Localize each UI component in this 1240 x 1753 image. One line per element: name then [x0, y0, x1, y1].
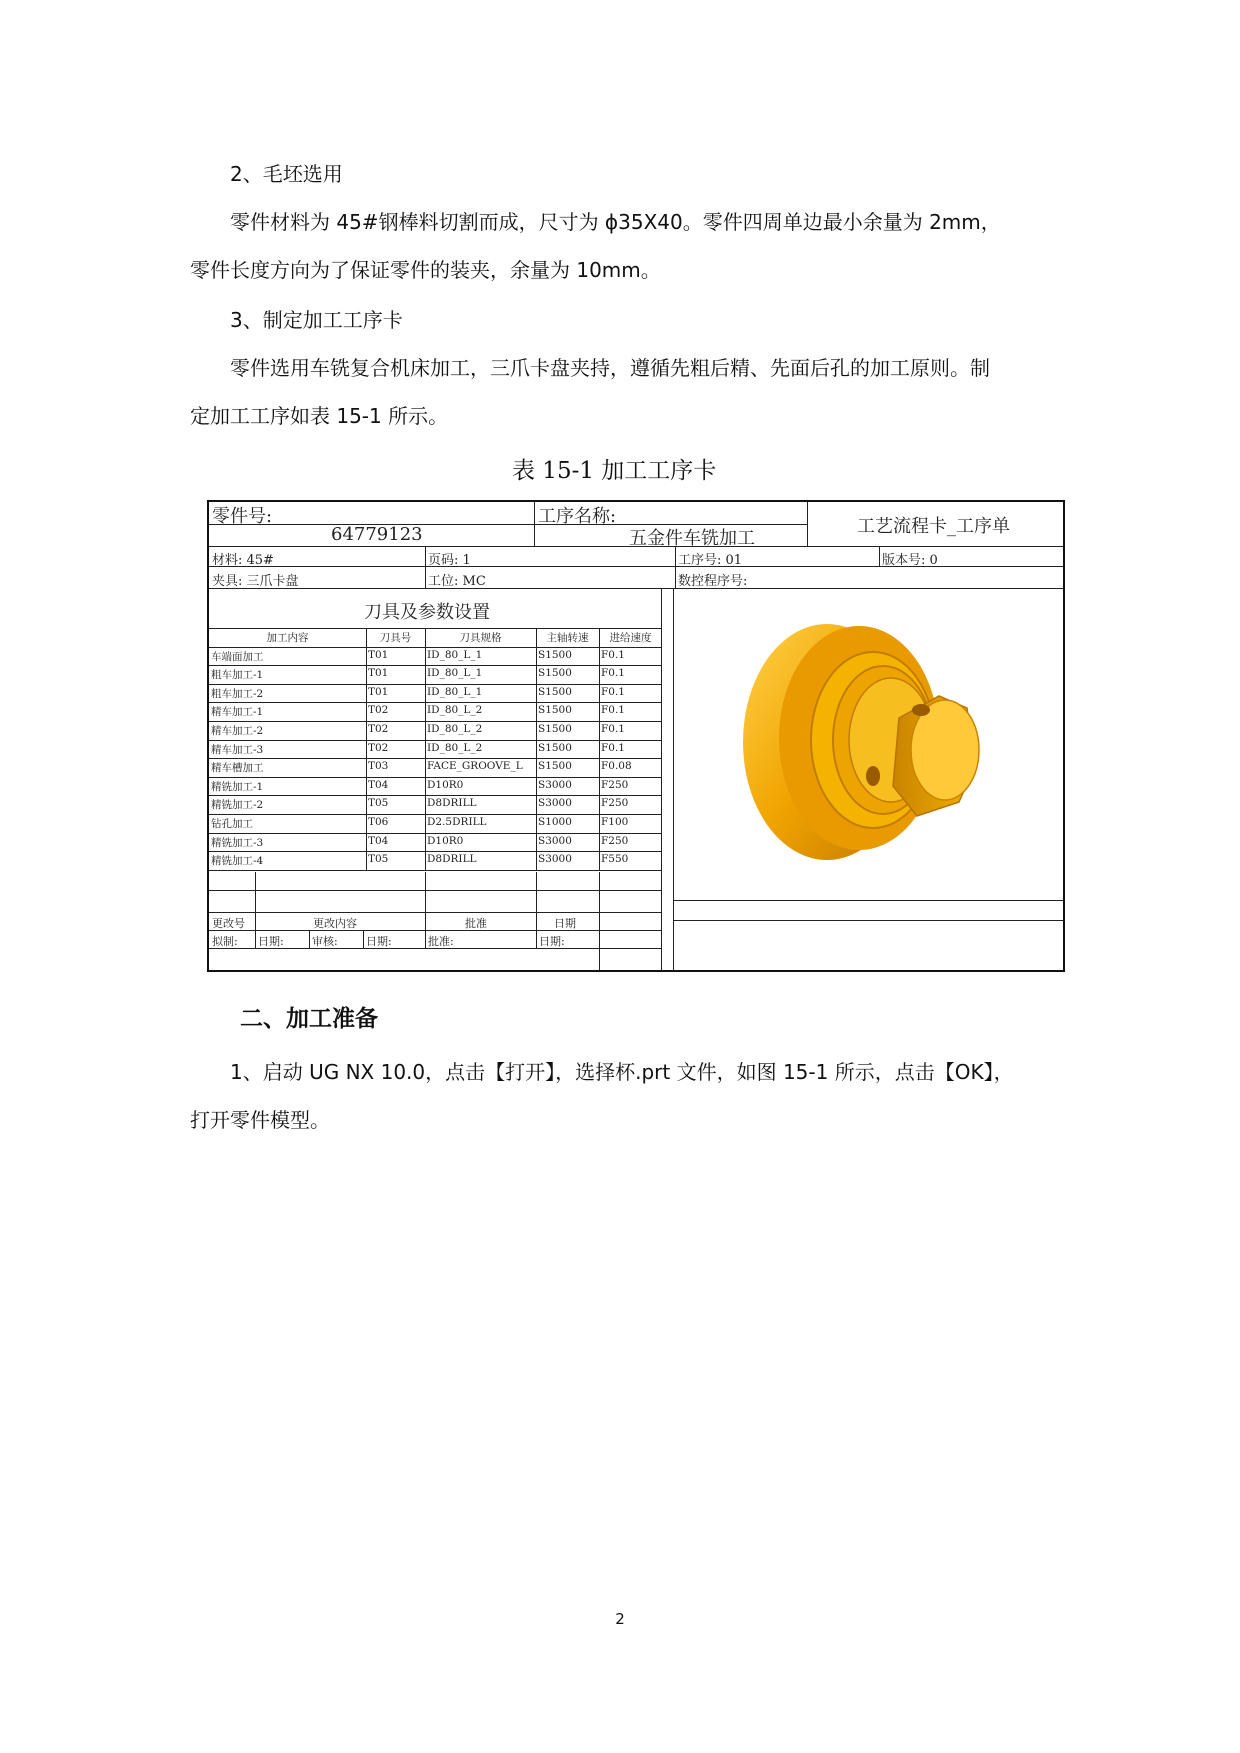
grid-line	[209, 890, 661, 891]
grid-line	[255, 872, 256, 948]
op-name-value: 五金件车铣加工	[629, 528, 755, 549]
table-cell: T02	[368, 704, 389, 717]
table-cell: 粗车加工-1	[211, 669, 264, 682]
table-header-cell: 主轴转速	[546, 632, 589, 644]
part-no-label: 零件号:	[212, 506, 273, 527]
table-cell: F250	[601, 834, 629, 847]
table-cell: T03	[368, 760, 389, 773]
grid-line	[209, 647, 661, 648]
grid-line	[425, 872, 426, 948]
grid-line	[807, 502, 808, 546]
grid-line	[599, 628, 600, 870]
table-cell: 钻孔加工	[211, 818, 253, 830]
table-cell: F250	[601, 797, 629, 810]
grid-line	[209, 833, 661, 834]
grid-line	[209, 870, 661, 871]
table-cell: S1500	[538, 723, 572, 735]
table-cell: 精车加工-2	[211, 725, 264, 737]
table-cell: F0.1	[601, 648, 625, 661]
material: 材料: 45#	[212, 553, 274, 568]
draft-date-label: 日期:	[258, 935, 284, 948]
grid-line	[209, 851, 661, 852]
draft-label: 拟制:	[212, 935, 238, 948]
table-header-cell: 刀具规格	[459, 632, 502, 644]
table-cell: S1000	[538, 816, 572, 828]
part-heading: 二、加工准备	[240, 1006, 378, 1032]
table-cell: F100	[601, 816, 629, 828]
approve-date-label: 日期:	[539, 935, 565, 948]
table-cell: T01	[368, 685, 389, 698]
grid-line	[209, 628, 661, 629]
grid-line	[366, 628, 367, 870]
table-cell: ID_80_L_1	[427, 667, 483, 680]
paragraph-line: 定加工工序如表 15-1 所示。	[190, 404, 449, 428]
grid-line	[209, 702, 661, 703]
process-card	[207, 500, 1065, 972]
table-cell: T01	[368, 667, 389, 680]
page-number: 2	[615, 1610, 625, 1628]
paragraph-line: 1、启动 UG NX 10.0，点击【打开】，选择杯.prt 文件，如图 15-1 所示，点击【OK】，	[230, 1060, 1014, 1084]
table-cell: FACE_GROOVE_L	[427, 760, 523, 773]
table-cell: 精车加工-3	[211, 743, 264, 756]
table-cell: T04	[368, 834, 389, 847]
rev-content-label: 更改内容	[313, 917, 357, 930]
table-cell: T06	[368, 816, 389, 828]
table-header-cell: 刀具号	[379, 632, 412, 644]
station: 工位: MC	[428, 574, 486, 589]
grid-line	[661, 588, 662, 970]
op-no: 工序号: 01	[678, 553, 743, 568]
table-cell: ID_80_L_2	[427, 723, 483, 735]
grid-line	[209, 777, 661, 778]
tool-settings-title: 刀具及参数设置	[364, 602, 490, 623]
grid-line	[425, 628, 426, 870]
grid-line	[536, 628, 537, 870]
table-cell: S3000	[538, 797, 572, 810]
table-cell: S1500	[538, 704, 572, 717]
table-cell: F0.1	[601, 685, 625, 698]
grid-line	[363, 930, 364, 948]
grid-line	[209, 665, 661, 666]
turned-part-illustration	[677, 590, 1061, 896]
grid-line	[209, 814, 661, 815]
paragraph-line: 零件长度方向为了保证零件的装夹，余量为 10mm。	[190, 258, 661, 282]
table-cell: S3000	[538, 834, 572, 847]
grid-line	[599, 872, 600, 970]
table-header-cell: 加工内容	[266, 632, 309, 644]
table-cell: 粗车加工-2	[211, 687, 264, 700]
table-cell: ID_80_L_2	[427, 704, 483, 717]
paragraph-line: 零件材料为 45#钢棒料切割而成，尺寸为 ϕ35X40。零件四周单边最小余量为 2mm，	[230, 210, 1001, 234]
section-heading-blank: 2、毛坯选用	[230, 162, 343, 186]
table-cell: 精铣加工-3	[211, 836, 264, 849]
table-cell: S1500	[538, 760, 572, 773]
table-cell: S1500	[538, 648, 572, 661]
grid-line	[673, 588, 674, 970]
grid-line	[209, 684, 661, 685]
table-cell: 精铣加工-4	[211, 855, 264, 868]
rev-no-label: 更改号	[212, 917, 245, 930]
date-label: 日期	[554, 917, 576, 930]
table-cell: D8DRILL	[427, 797, 477, 810]
table-cell: T05	[368, 853, 389, 866]
page-code: 页码: 1	[428, 553, 471, 568]
grid-line	[673, 920, 1063, 921]
grid-line	[209, 912, 661, 913]
table-cell: T05	[368, 797, 389, 810]
table-cell: 车端面加工	[211, 650, 264, 663]
paragraph-line: 打开零件模型。	[190, 1108, 330, 1132]
table-cell: S1500	[538, 741, 572, 754]
part-3d-image	[677, 590, 1061, 896]
op-name-label: 工序名称:	[538, 506, 617, 527]
grid-line	[879, 546, 880, 566]
table-cell: D10R0	[427, 778, 464, 791]
table-cell: ID_80_L_1	[427, 648, 483, 661]
grid-line	[425, 546, 426, 588]
table-cell: F0.08	[601, 760, 632, 773]
approver-label: 批准:	[428, 935, 454, 948]
table-caption: 表 15-1 加工工序卡	[512, 458, 717, 484]
version-no: 版本号: 0	[882, 553, 938, 568]
table-cell: F250	[601, 778, 629, 791]
approve-label: 批准	[465, 917, 487, 930]
grid-line	[536, 872, 537, 948]
table-cell: T04	[368, 778, 389, 791]
grid-line	[675, 546, 676, 588]
paragraph-line: 零件选用车铣复合机床加工，三爪卡盘夹持，遵循先粗后精、先面后孔的加工原则。制	[230, 356, 990, 380]
grid-line	[209, 721, 661, 722]
table-cell: D10R0	[427, 834, 464, 847]
grid-line	[209, 758, 661, 759]
grid-line	[534, 502, 535, 546]
table-cell: F0.1	[601, 667, 625, 680]
grid-line	[209, 588, 1063, 589]
table-cell: 精车槽加工	[211, 762, 264, 775]
table-cell: ID_80_L_1	[427, 685, 483, 698]
table-cell: S1500	[538, 685, 572, 698]
table-cell: T02	[368, 723, 389, 735]
card-title: 工艺流程卡_工序单	[857, 516, 1010, 537]
table-cell: T01	[368, 648, 389, 661]
nc-program-no: 数控程序号:	[678, 574, 748, 589]
table-cell: S3000	[538, 853, 572, 866]
table-cell: F0.1	[601, 741, 625, 754]
grid-line	[209, 795, 661, 796]
radial-hole-side	[866, 766, 880, 786]
table-cell: ID_80_L_2	[427, 741, 483, 754]
radial-hole-top	[912, 704, 930, 716]
table-cell: F0.1	[601, 723, 625, 735]
table-cell: D2.5DRILL	[427, 816, 487, 828]
table-cell: D8DRILL	[427, 853, 477, 866]
table-cell: T02	[368, 741, 389, 754]
table-cell: 精铣加工-1	[211, 780, 264, 793]
table-cell: F550	[601, 853, 629, 866]
table-cell: 精铣加工-2	[211, 799, 264, 812]
part-no-value: 64779123	[331, 524, 423, 545]
grid-line	[309, 930, 310, 948]
grid-line	[673, 900, 1063, 901]
table-cell: F0.1	[601, 704, 625, 717]
grid-line	[209, 930, 661, 931]
table-header-cell: 进给速度	[609, 632, 652, 644]
table-cell: 精车加工-1	[211, 706, 264, 719]
review-label: 审核:	[312, 935, 338, 948]
section-heading-process-card: 3、制定加工工序卡	[230, 308, 403, 332]
review-date-label: 日期:	[366, 935, 392, 948]
table-cell: S3000	[538, 778, 572, 791]
fixture: 夹具: 三爪卡盘	[212, 574, 299, 589]
table-cell: S1500	[538, 667, 572, 680]
grid-line	[209, 740, 661, 741]
